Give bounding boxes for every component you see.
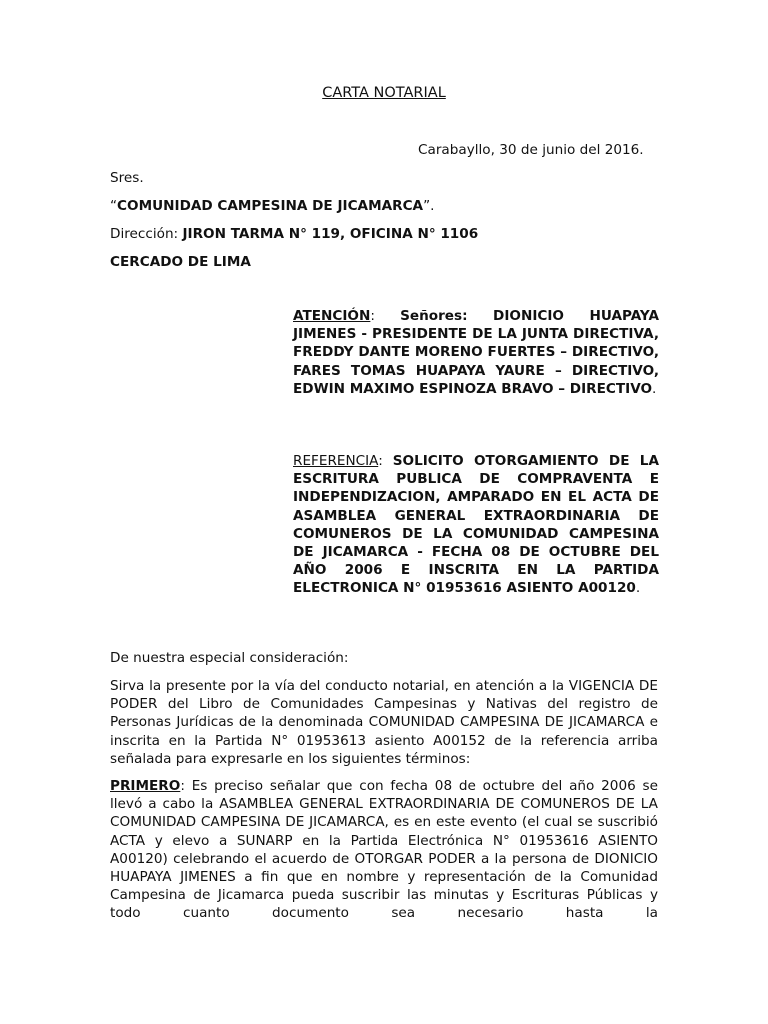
first-paragraph bbox=[110, 777, 658, 923]
address-label: Dirección: bbox=[110, 226, 183, 242]
reference-end: . bbox=[635, 580, 641, 597]
attention-text: Señores: DIONICIO HUAPAYA JIMENES - PRESIDENTE DE LA JUNTA DIRECTIVA, FREDDY DANTE MORENO FUERTES – DIRECTIVO, FARES TOMAS HUAPAYA YAURE – DIRECTIVO, EDWIN MAXIMO ESPINOZA BRAVO – DIRECTIVO bbox=[293, 308, 659, 397]
address-line bbox=[110, 226, 478, 242]
first-label: PRIMERO bbox=[110, 778, 181, 794]
greeting: De nuestra especial consideración: bbox=[110, 650, 349, 666]
salutation: Sres. bbox=[110, 170, 144, 186]
intro-paragraph: Sirva la presente por la vía del conducto notarial, en atención a la VIGENCIA DE PODER del Libro de Comunidades Campesinas y Nativas del registro de Personas Jurídicas de la denominada COMUNIDAD CAMPESINA DE JICAMARCA e inscrita en la Partida N° 01953613 asiento A00152 de la referencia arriba señalada para expresarle en los siguientes términos: bbox=[110, 678, 658, 767]
attention-block bbox=[293, 307, 659, 398]
reference-text: SOLICITO OTORGAMIENTO DE LA ESCRITURA PUBLICA DE COMPRAVENTA E INDEPENDIZACION, AMPARADO EN EL ACTA DE ASAMBLEA GENERAL EXTRAORDINARIA DE COMUNEROS DE LA COMUNIDAD CAMPESINA DE JICAMARCA - FECHA 08 DE OCTUBRE DEL AÑO 2006 E INSCRITA EN LA PARTIDA ELECTRONICA N° 01953616 ASIENTO A00120 bbox=[293, 453, 659, 597]
document-title: CARTA NOTARIAL bbox=[322, 85, 446, 101]
date-line: Carabayllo, 30 de junio del 2016. bbox=[418, 142, 644, 158]
attention-label: ATENCIÓN bbox=[293, 308, 371, 324]
recipient-name: COMUNIDAD CAMPESINA DE JICAMARCA bbox=[117, 198, 424, 214]
attention-end: . bbox=[652, 380, 657, 397]
district-line: CERCADO DE LIMA bbox=[110, 254, 251, 270]
recipient-line bbox=[110, 198, 434, 214]
address-value: JIRON TARMA N° 119, OFICINA N° 1106 bbox=[182, 226, 479, 242]
first-text: : Es preciso señalar que con fecha 08 de octubre del año 2006 se llevó a cabo la ASAMBLEA GENERAL EXTRAORDINARIA DE COMUNEROS DE LA COMUNIDAD CAMPESINA DE JICAMARCA, es en este evento (el cual se suscribió ACTA y elevo a SUNARP en la Partida Electrónica N° 01953616 ASIENTO A00120) celebrando el acuerdo de OTORGAR PODER a la persona de DIONICIO HUAPAYA JIMENES a fin que en nombre y representación de la Comunidad Campesina de Jicamarca pueda suscribir las minutas y Escrituras Públicas y todo cuanto documento sea necesario hasta la bbox=[110, 778, 658, 922]
recipient-open-quote: “ bbox=[110, 198, 118, 214]
reference-label: REFERENCIA bbox=[293, 453, 379, 469]
recipient-close-quote: ”. bbox=[423, 198, 435, 214]
reference-block bbox=[293, 452, 659, 598]
reference-separator: : bbox=[378, 453, 393, 469]
attention-separator: : bbox=[370, 308, 401, 324]
